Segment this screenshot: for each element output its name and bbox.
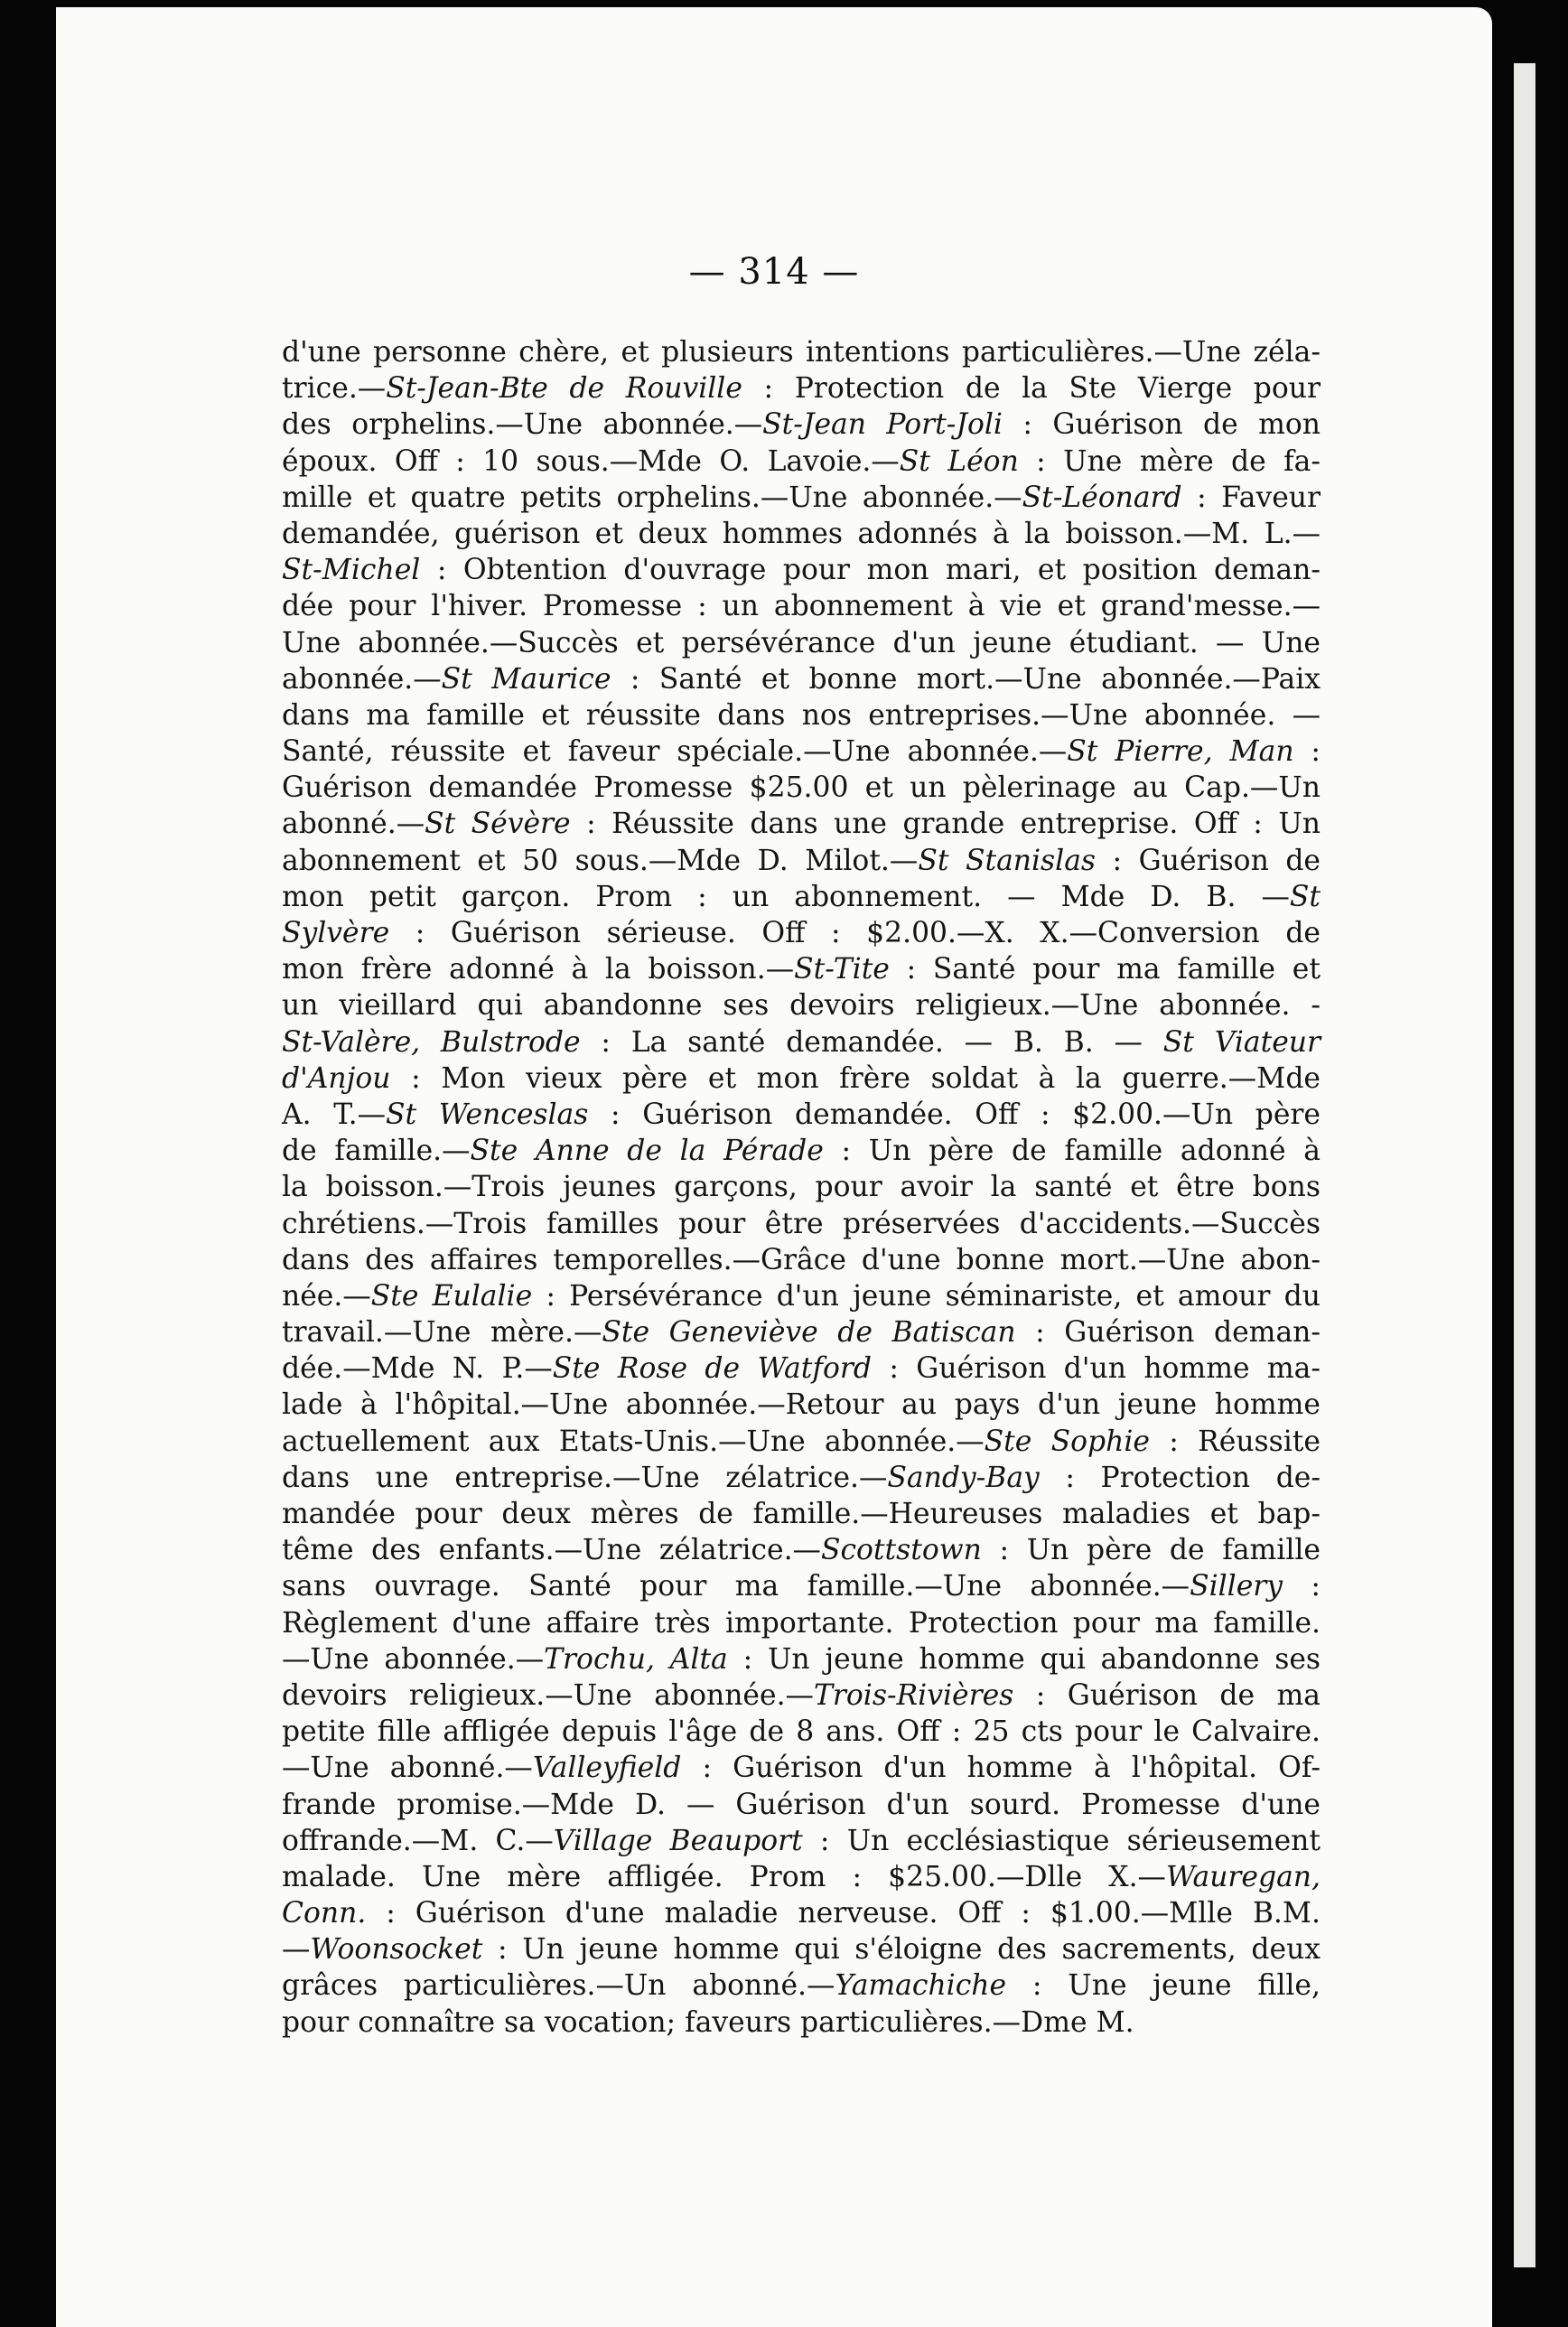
place-name: Valleyfield	[532, 1752, 682, 1785]
text-line: Sylvère : Guérison sérieuse. Off : $2.00.—X. X.—Conversion de	[282, 917, 1321, 949]
text-line: offrande.—M. C.—Village Beauport : Un ecclésiastique sérieusement	[282, 1824, 1321, 1857]
place-name: Ste Rose de Watford	[552, 1352, 872, 1386]
text-line: d'une personne chère, et plusieurs intentions particulières.—Une zéla-	[282, 336, 1321, 369]
text-line: née.—Ste Eulalie : Persévérance d'un jeune séminariste, et amour du	[282, 1279, 1321, 1313]
place-name: d'Anjou	[282, 1061, 391, 1095]
place-name: St-Tite	[794, 953, 890, 986]
place-name: Yamachiche	[835, 1969, 1007, 2003]
text-line: chrétiens.—Trois familles pour être préservées d'accidents.—Succès	[282, 1207, 1321, 1240]
place-name: St-Jean-Bte de Rouville	[386, 372, 742, 406]
text-line: époux. Off : 10 sous.—Mde O. Lavoie.—St Léon : Une mère de fa-	[282, 444, 1321, 478]
text-line: tême des enfants.—Une zélatrice.—Scottstown : Un père de famille	[282, 1534, 1321, 1567]
page-number: — 314 —	[688, 251, 860, 293]
text-line: petite fille affligée depuis l'âge de 8 ans. Off : 25 cts pour le Calvaire.	[282, 1715, 1321, 1749]
place-name: Scottstown	[820, 1534, 982, 1567]
text-line: St-Michel : Obtention d'ouvrage pour mon mari, et position deman-	[282, 554, 1321, 587]
place-name: Village Beauport	[553, 1824, 803, 1857]
place-name: Trois-Rivières	[813, 1678, 1014, 1712]
place-name: Trochu, Alta	[544, 1642, 728, 1676]
text-line: Une abonnée.—Succès et persévérance d'un jeune étudiant. — Une	[282, 626, 1321, 659]
text-line: d'Anjou : Mon vieux père et mon frère soldat à la guerre.—Mde	[282, 1061, 1321, 1095]
text-line: grâces particulières.—Un abonné.—Yamachiche : Une jeune fille,	[282, 1969, 1321, 2003]
place-name: St Sévère	[425, 808, 571, 841]
text-line: un vieillard qui abandonne ses devoirs religieux.—Une abonnée. -	[282, 989, 1321, 1023]
text-line: mille et quatre petits orphelins.—Une abonnée.—St-Léonard : Faveur	[282, 481, 1321, 514]
text-line: mon frère adonné à la boisson.—St-Tite : Santé pour ma famille et	[282, 953, 1321, 986]
text-line: trice.—St-Jean-Bte de Rouville : Protection de la Ste Vierge pour	[282, 372, 1321, 406]
place-name: Woonsocket	[310, 1933, 483, 1967]
place-name: St Stanislas	[918, 844, 1097, 877]
text-line: abonné.—St Sévère : Réussite dans une grande entreprise. Off : Un	[282, 808, 1321, 841]
place-name: St-Michel	[282, 554, 421, 587]
text-line: dans des affaires temporelles.—Grâce d'une bonne mort.—Une abon-	[282, 1243, 1321, 1276]
place-name: Sandy-Bay	[887, 1461, 1040, 1494]
text-line: A. T.—St Wenceslas : Guérison demandée. Off : $2.00.—Un père	[282, 1098, 1321, 1131]
text-line: malade. Une mère affligée. Prom : $25.00.—Dlle X.—Wauregan,	[282, 1860, 1321, 1893]
place-name: St-Léonard	[1022, 481, 1182, 514]
text-line: Santé, réussite et faveur spéciale.—Une abonnée.—St Pierre, Man :	[282, 735, 1321, 769]
text-line: Règlement d'une affaire très importante. Protection pour ma famille.	[282, 1606, 1321, 1640]
text-line: actuellement aux Etats-Unis.—Une abonnée.—Ste Sophie : Réussite	[282, 1425, 1321, 1458]
place-name: Ste Eulalie	[370, 1279, 533, 1313]
place-name: St Pierre, Man	[1067, 735, 1294, 769]
text-line: Guérison demandée Promesse $25.00 et un pèlerinage au Cap.—Un	[282, 771, 1321, 805]
text-line: dans ma famille et réussite dans nos entreprises.—Une abonnée. —	[282, 698, 1321, 732]
place-name: St-Valère, Bulstrode	[282, 1025, 581, 1059]
book-page	[56, 7, 1492, 2327]
text-line: devoirs religieux.—Une abonnée.—Trois-Rivières : Guérison de ma	[282, 1678, 1321, 1712]
text-line: frande promise.—Mde D. — Guérison d'un sourd. Promesse d'une	[282, 1788, 1321, 1821]
text-line: sans ouvrage. Santé pour ma famille.—Une abonnée.—Sillery :	[282, 1570, 1321, 1603]
place-name: St-Jean Port-Joli	[762, 408, 1003, 442]
text-line: mon petit garçon. Prom : un abonnement. — Mde D. B. —St	[282, 880, 1321, 913]
text-line: lade à l'hôpital.—Une abonnée.—Retour au pays d'un jeune homme	[282, 1388, 1321, 1422]
text-line: —Une abonnée.—Trochu, Alta : Un jeune homme qui abandonne ses	[282, 1642, 1321, 1676]
text-line: la boisson.—Trois jeunes garçons, pour avoir la santé et être bons	[282, 1171, 1321, 1204]
place-name: St	[1289, 880, 1321, 913]
text-line: pour connaître sa vocation; faveurs particulières.—Dme M.	[282, 2005, 1134, 2039]
place-name: Ste Sophie	[984, 1425, 1150, 1458]
text-line: dée pour l'hiver. Promesse : un abonnement à vie et grand'messe.—	[282, 590, 1321, 623]
text-line: Conn. : Guérison d'une maladie nerveuse. Off : $1.00.—Mlle B.M.	[282, 1897, 1321, 1930]
text-line: dée.—Mde N. P.—Ste Rose de Watford : Guérison d'un homme ma-	[282, 1352, 1321, 1386]
place-name: Conn.	[282, 1897, 367, 1930]
text-line: mandée pour deux mères de famille.—Heureuses maladies et bap-	[282, 1498, 1321, 1530]
place-name: St Maurice	[441, 662, 611, 696]
text-line: dans une entreprise.—Une zélatrice.—Sandy-Bay : Protection de-	[282, 1461, 1321, 1494]
text-line: St-Valère, Bulstrode : La santé demandée. — B. B. — St Viateur	[282, 1025, 1321, 1059]
place-name: St Viateur	[1162, 1025, 1321, 1059]
text-line: demandée, guérison et deux hommes adonnés à la boisson.—M. L.—	[282, 517, 1321, 550]
text-line: —Une abonné.—Valleyfield : Guérison d'un homme à l'hôpital. Of-	[282, 1752, 1321, 1785]
place-name: Sylvère	[282, 917, 390, 949]
text-line: abonnement et 50 sous.—Mde D. Milot.—St Stanislas : Guérison de	[282, 844, 1321, 877]
adjacent-page-edge	[1514, 63, 1535, 2267]
text-line: —Woonsocket : Un jeune homme qui s'éloigne des sacrements, deux	[282, 1933, 1321, 1967]
place-name: Ste Geneviève de Batiscan	[602, 1316, 1016, 1350]
place-name: Wauregan,	[1165, 1860, 1321, 1893]
place-name: Sillery	[1190, 1570, 1283, 1603]
place-name: Ste Anne de la Pérade	[470, 1135, 824, 1168]
place-name: St Léon	[899, 444, 1019, 478]
text-line: des orphelins.—Une abonnée.—St-Jean Port-Joli : Guérison de mon	[282, 408, 1321, 442]
text-line: abonnée.—St Maurice : Santé et bonne mort.—Une abonnée.—Paix	[282, 662, 1321, 696]
place-name: St Wenceslas	[385, 1098, 589, 1131]
body-text	[282, 334, 1321, 2041]
text-line: travail.—Une mère.—Ste Geneviève de Batiscan : Guérison deman-	[282, 1316, 1321, 1350]
text-line: de famille.—Ste Anne de la Pérade : Un père de famille adonné à	[282, 1135, 1321, 1168]
